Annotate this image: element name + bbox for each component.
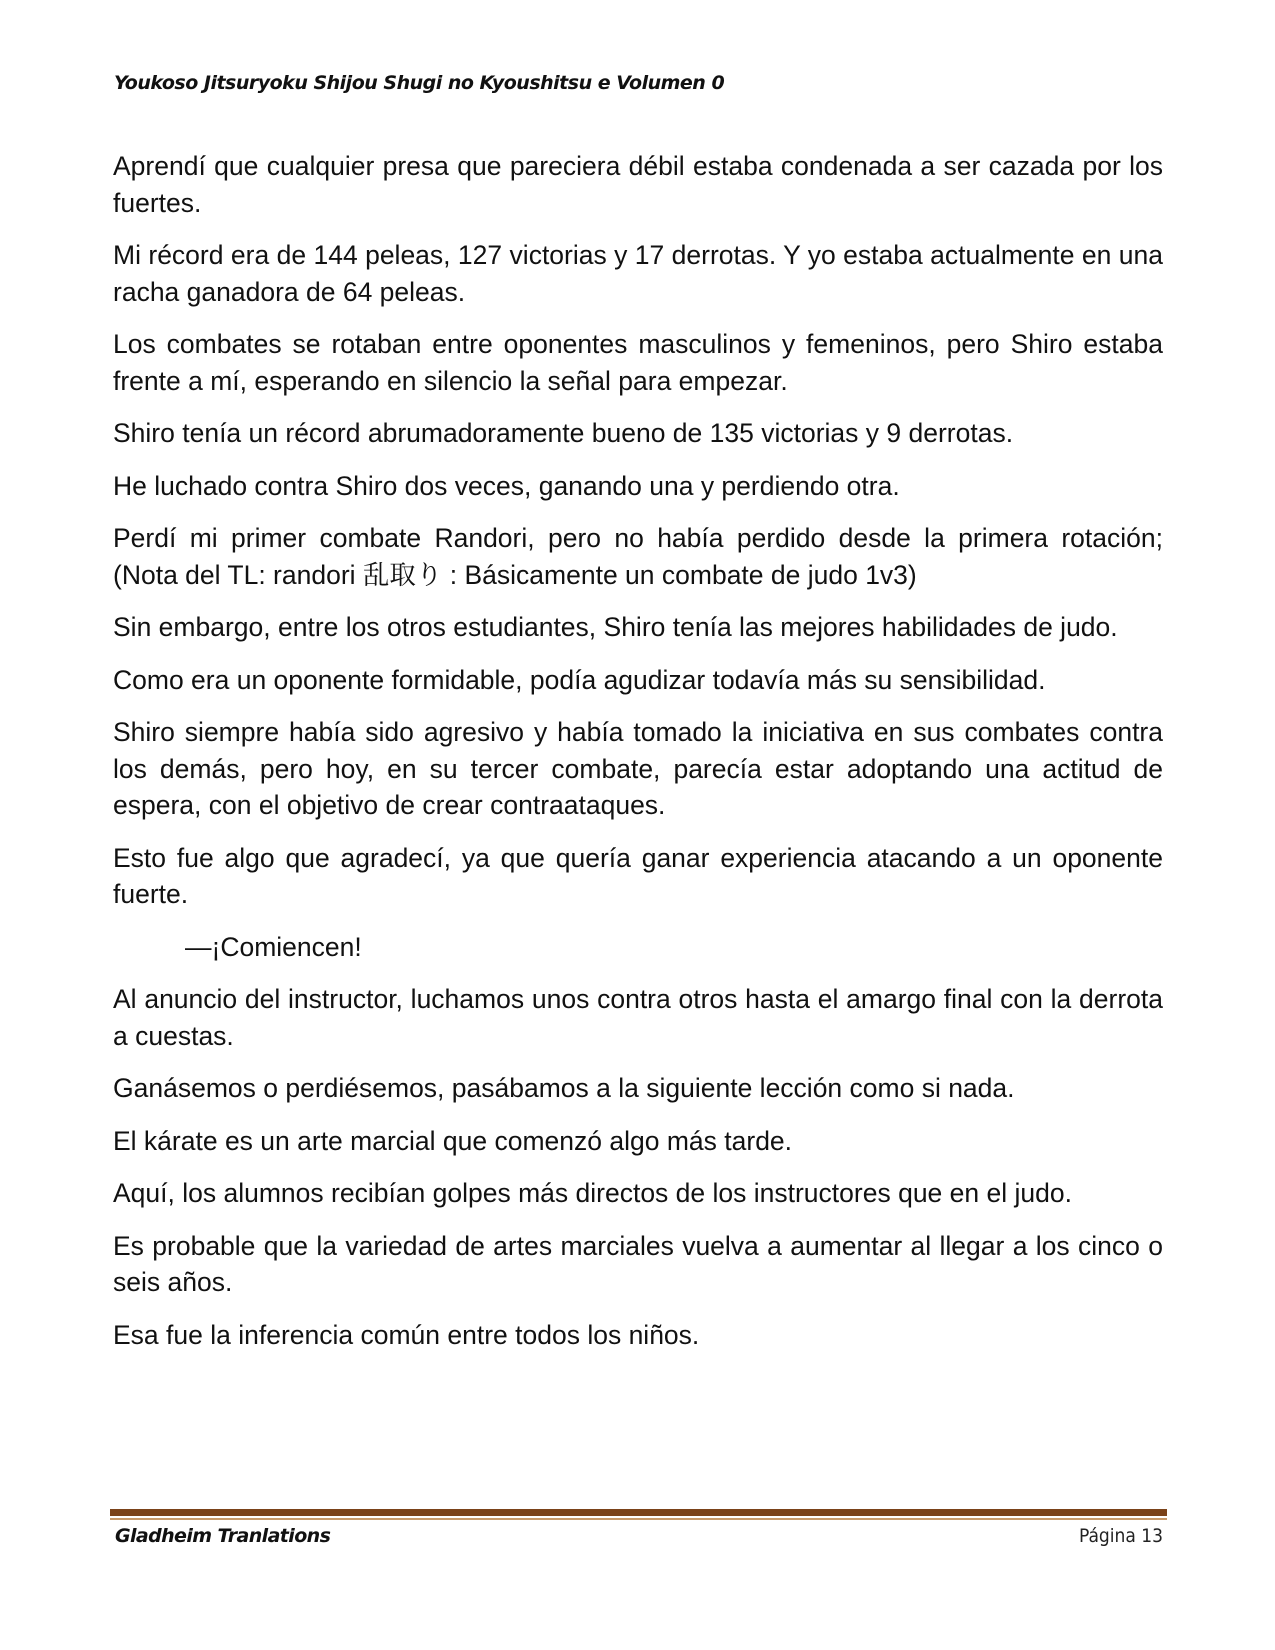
paragraph: Shiro siempre había sido agresivo y había tomado la iniciativa en sus combates contra los demás, pero hoy, en su tercer combate, parecía estar adoptando una actitud de espera, con el objetivo de crear contraataques. — [113, 717, 1163, 820]
paragraph: Esto fue algo que agradecí, ya que quería ganar experiencia atacando a un oponente fuerte. — [113, 842, 1163, 909]
paragraph: Sin embargo, entre los otros estudiantes, Shiro tenía las mejores habilidades de judo. — [113, 612, 1118, 642]
paragraph: Perdí mi primer combate Randori, pero no había perdido desde la primera rotación; (Nota del TL: randori 乱取り : Básicamente un combate de judo 1v3) — [113, 523, 1163, 590]
dialogue-line: —¡Comiencen! — [185, 931, 362, 962]
running-header: Youkoso Jitsuryoku Shijou Shugi no Kyoushitsu e Volumen 0 — [114, 72, 725, 94]
paragraph: Mi récord era de 144 peleas, 127 victorias y 17 derrotas. Y yo estaba actualmente en una racha ganadora de 64 peleas. — [113, 240, 1163, 307]
paragraph: Esa fue la inferencia común entre todos los niños. — [113, 1319, 700, 1350]
footer-rule-thin — [110, 1518, 1167, 1520]
paragraph: Shiro tenía un récord abrumadoramente bueno de 135 victorias y 9 derrotas. — [113, 418, 1014, 448]
paragraph: Los combates se rotaban entre oponentes masculinos y femeninos, pero Shiro estaba frente a mí, esperando en silencio la señal para empezar. — [113, 329, 1163, 396]
paragraph: Aquí, los alumnos recibían golpes más directos de los instructores que en el judo. — [113, 1178, 1072, 1208]
body-text — [113, 148, 1163, 1369]
footer-rule — [110, 1509, 1167, 1516]
page-number: Página 13 — [1078, 1525, 1163, 1547]
paragraph: Es probable que la variedad de artes marciales vuelva a aumentar al llegar a los cinco o seis años. — [113, 1230, 1163, 1297]
paragraph: Al anuncio del instructor, luchamos unos contra otros hasta el amargo final con la derrota a cuestas. — [113, 984, 1163, 1051]
paragraph: Como era un oponente formidable, podía agudizar todavía más su sensibilidad. — [113, 664, 1046, 695]
paragraph: He luchado contra Shiro dos veces, ganando una y perdiendo otra. — [113, 470, 900, 501]
paragraph: Ganásemos o perdiésemos, pasábamos a la siguiente lección como si nada. — [113, 1073, 1015, 1103]
footer-publisher: Gladheim Tranlations — [115, 1525, 331, 1547]
paragraph: Aprendí que cualquier presa que pareciera débil estaba condenada a ser cazada por los fuertes. — [113, 151, 1163, 218]
paragraph: El kárate es un arte marcial que comenzó algo más tarde. — [113, 1125, 793, 1156]
